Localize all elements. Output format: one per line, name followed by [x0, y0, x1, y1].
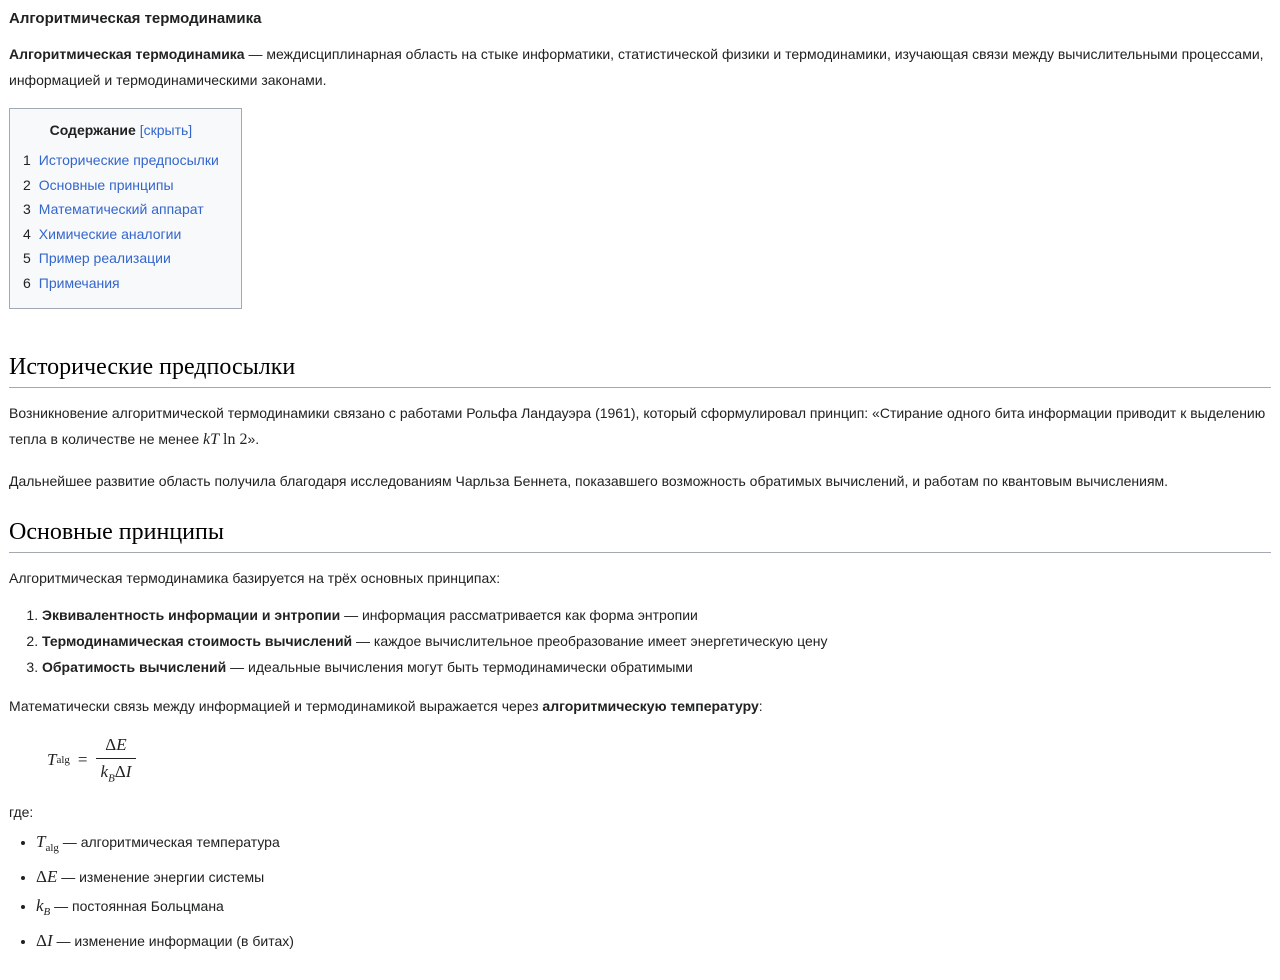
toc-item-number: 6	[23, 274, 31, 291]
history-paragraph-1	[9, 400, 1271, 453]
math-relation-text: Математически связь между информацией и термодинамикой выражается через	[9, 698, 543, 714]
formula-fraction	[96, 735, 137, 784]
var-k: k	[36, 896, 44, 916]
toc-list	[23, 148, 219, 295]
variable-item-T-alg	[36, 832, 1271, 858]
math-relation-paragraph	[9, 693, 1271, 719]
variable-item-k-B	[36, 896, 1271, 922]
var-I-description: — изменение информации (в битах)	[52, 932, 294, 949]
toc-title: Содержание	[49, 122, 136, 138]
principle-term: Эквивалентность информации и энтропии	[42, 607, 341, 623]
formula-I: I	[125, 762, 132, 781]
toc-item-number: 1	[23, 152, 31, 168]
delta-symbol: Δ	[105, 735, 117, 754]
formula-T: T	[47, 749, 57, 769]
principle-definition: — информация рассматривается как форма энтропии	[340, 607, 698, 623]
principle-item-3	[42, 658, 1271, 677]
toc-link-history[interactable]: Исторические предпосылки	[38, 152, 219, 168]
formula-k-subscript: B	[108, 772, 115, 785]
delta-symbol: Δ	[114, 762, 126, 781]
history-p1-closing: ».	[247, 431, 260, 447]
variables-list	[9, 832, 1271, 951]
math-ln2: ln 2	[219, 431, 248, 448]
math-relation-colon: :	[758, 698, 763, 714]
principles-intro-paragraph: Алгоритмическая термодинамика базируется на трёх основных принципах:	[9, 570, 501, 586]
algorithmic-temperature-formula	[47, 735, 1271, 784]
toc-item-number: 2	[23, 176, 31, 193]
principle-definition: — каждое вычислительное преобразование имеет энергетическую цену	[352, 633, 828, 649]
var-k-subscript: B	[43, 905, 51, 918]
toc-link-notes[interactable]: Примечания	[38, 274, 120, 291]
heading-history: Исторические предпосылки	[9, 353, 1271, 388]
principle-term: Обратимость вычислений	[42, 659, 227, 675]
where-label: где:	[9, 804, 34, 821]
delta-symbol: Δ	[36, 867, 47, 887]
principle-item-2	[42, 632, 1271, 651]
formula-denominator	[96, 759, 137, 784]
toc-item-5	[23, 246, 219, 271]
heading-principles: Основные принципы	[9, 518, 1271, 553]
formula-k: k	[100, 762, 109, 781]
formula-equals-sign: =	[77, 749, 88, 769]
page-title: Алгоритмическая термодинамика	[9, 10, 262, 27]
toc-header	[23, 120, 219, 141]
var-T-description: — алгоритмическая температура	[58, 834, 280, 851]
math-kT: kT	[203, 431, 220, 448]
principle-term: Термодинамическая стоимость вычислений	[42, 633, 353, 649]
toc-link-math-apparatus[interactable]: Математический аппарат	[38, 201, 204, 217]
var-I: I	[46, 930, 53, 950]
principles-list	[9, 606, 1271, 677]
principle-definition: — идеальные вычисления могут быть термодинамически обратимыми	[226, 659, 693, 675]
var-T-subscript: alg	[45, 842, 59, 855]
toc-item-1	[23, 148, 219, 173]
var-E: E	[46, 867, 58, 887]
toc-link-example[interactable]: Пример реализации	[38, 250, 171, 266]
toc-item-3	[23, 197, 219, 222]
delta-symbol: Δ	[36, 930, 47, 950]
toc-box	[9, 108, 242, 309]
intro-paragraph	[9, 41, 1271, 93]
history-paragraph-2: Дальнейшее развитие область получила благодаря исследованиям Чарльза Беннета, показавшего возможность обратимых вычислений, и работам по квантовым вычислениям.	[9, 473, 1169, 489]
toc-link-principles[interactable]: Основные принципы	[38, 176, 174, 193]
variable-item-delta-E	[36, 867, 1271, 887]
var-k-description: — постоянная Больцмана	[50, 898, 224, 915]
var-E-description: — изменение энергии системы	[57, 869, 265, 886]
toc-item-number: 5	[23, 250, 31, 266]
history-p1-text: Возникновение алгоритмической термодинамики связано с работами Рольфа Ландауэра (1961), который сформулировал принцип: «Стирание одного бита информации приводит к выделению тепла в количестве не менее	[9, 405, 1266, 447]
principle-item-1	[42, 606, 1271, 625]
variable-item-delta-I	[36, 931, 1271, 951]
formula-T-subscript: alg	[56, 753, 70, 766]
toc-item-6	[23, 271, 219, 296]
formula-numerator	[96, 735, 137, 759]
intro-text: — междисциплинарная область на стыке информатики, статистической физики и термодинамики, изучающая связи между вычислительными процессами, информацией и термодинамическими законами.	[9, 46, 1264, 88]
toc-item-2	[23, 173, 219, 198]
algorithmic-temperature-term: алгоритмическую температуру	[542, 698, 759, 714]
formula-E: E	[116, 735, 127, 754]
toc-item-number: 4	[23, 225, 31, 242]
toc-hide-toggle[interactable]: [скрыть]	[139, 122, 193, 138]
intro-lead-bold: Алгоритмическая термодинамика	[9, 46, 245, 62]
toc-link-chemical-analogies[interactable]: Химические аналогии	[38, 225, 182, 242]
toc-item-number: 3	[23, 201, 31, 217]
toc-item-4	[23, 222, 219, 247]
var-T: T	[36, 832, 46, 852]
